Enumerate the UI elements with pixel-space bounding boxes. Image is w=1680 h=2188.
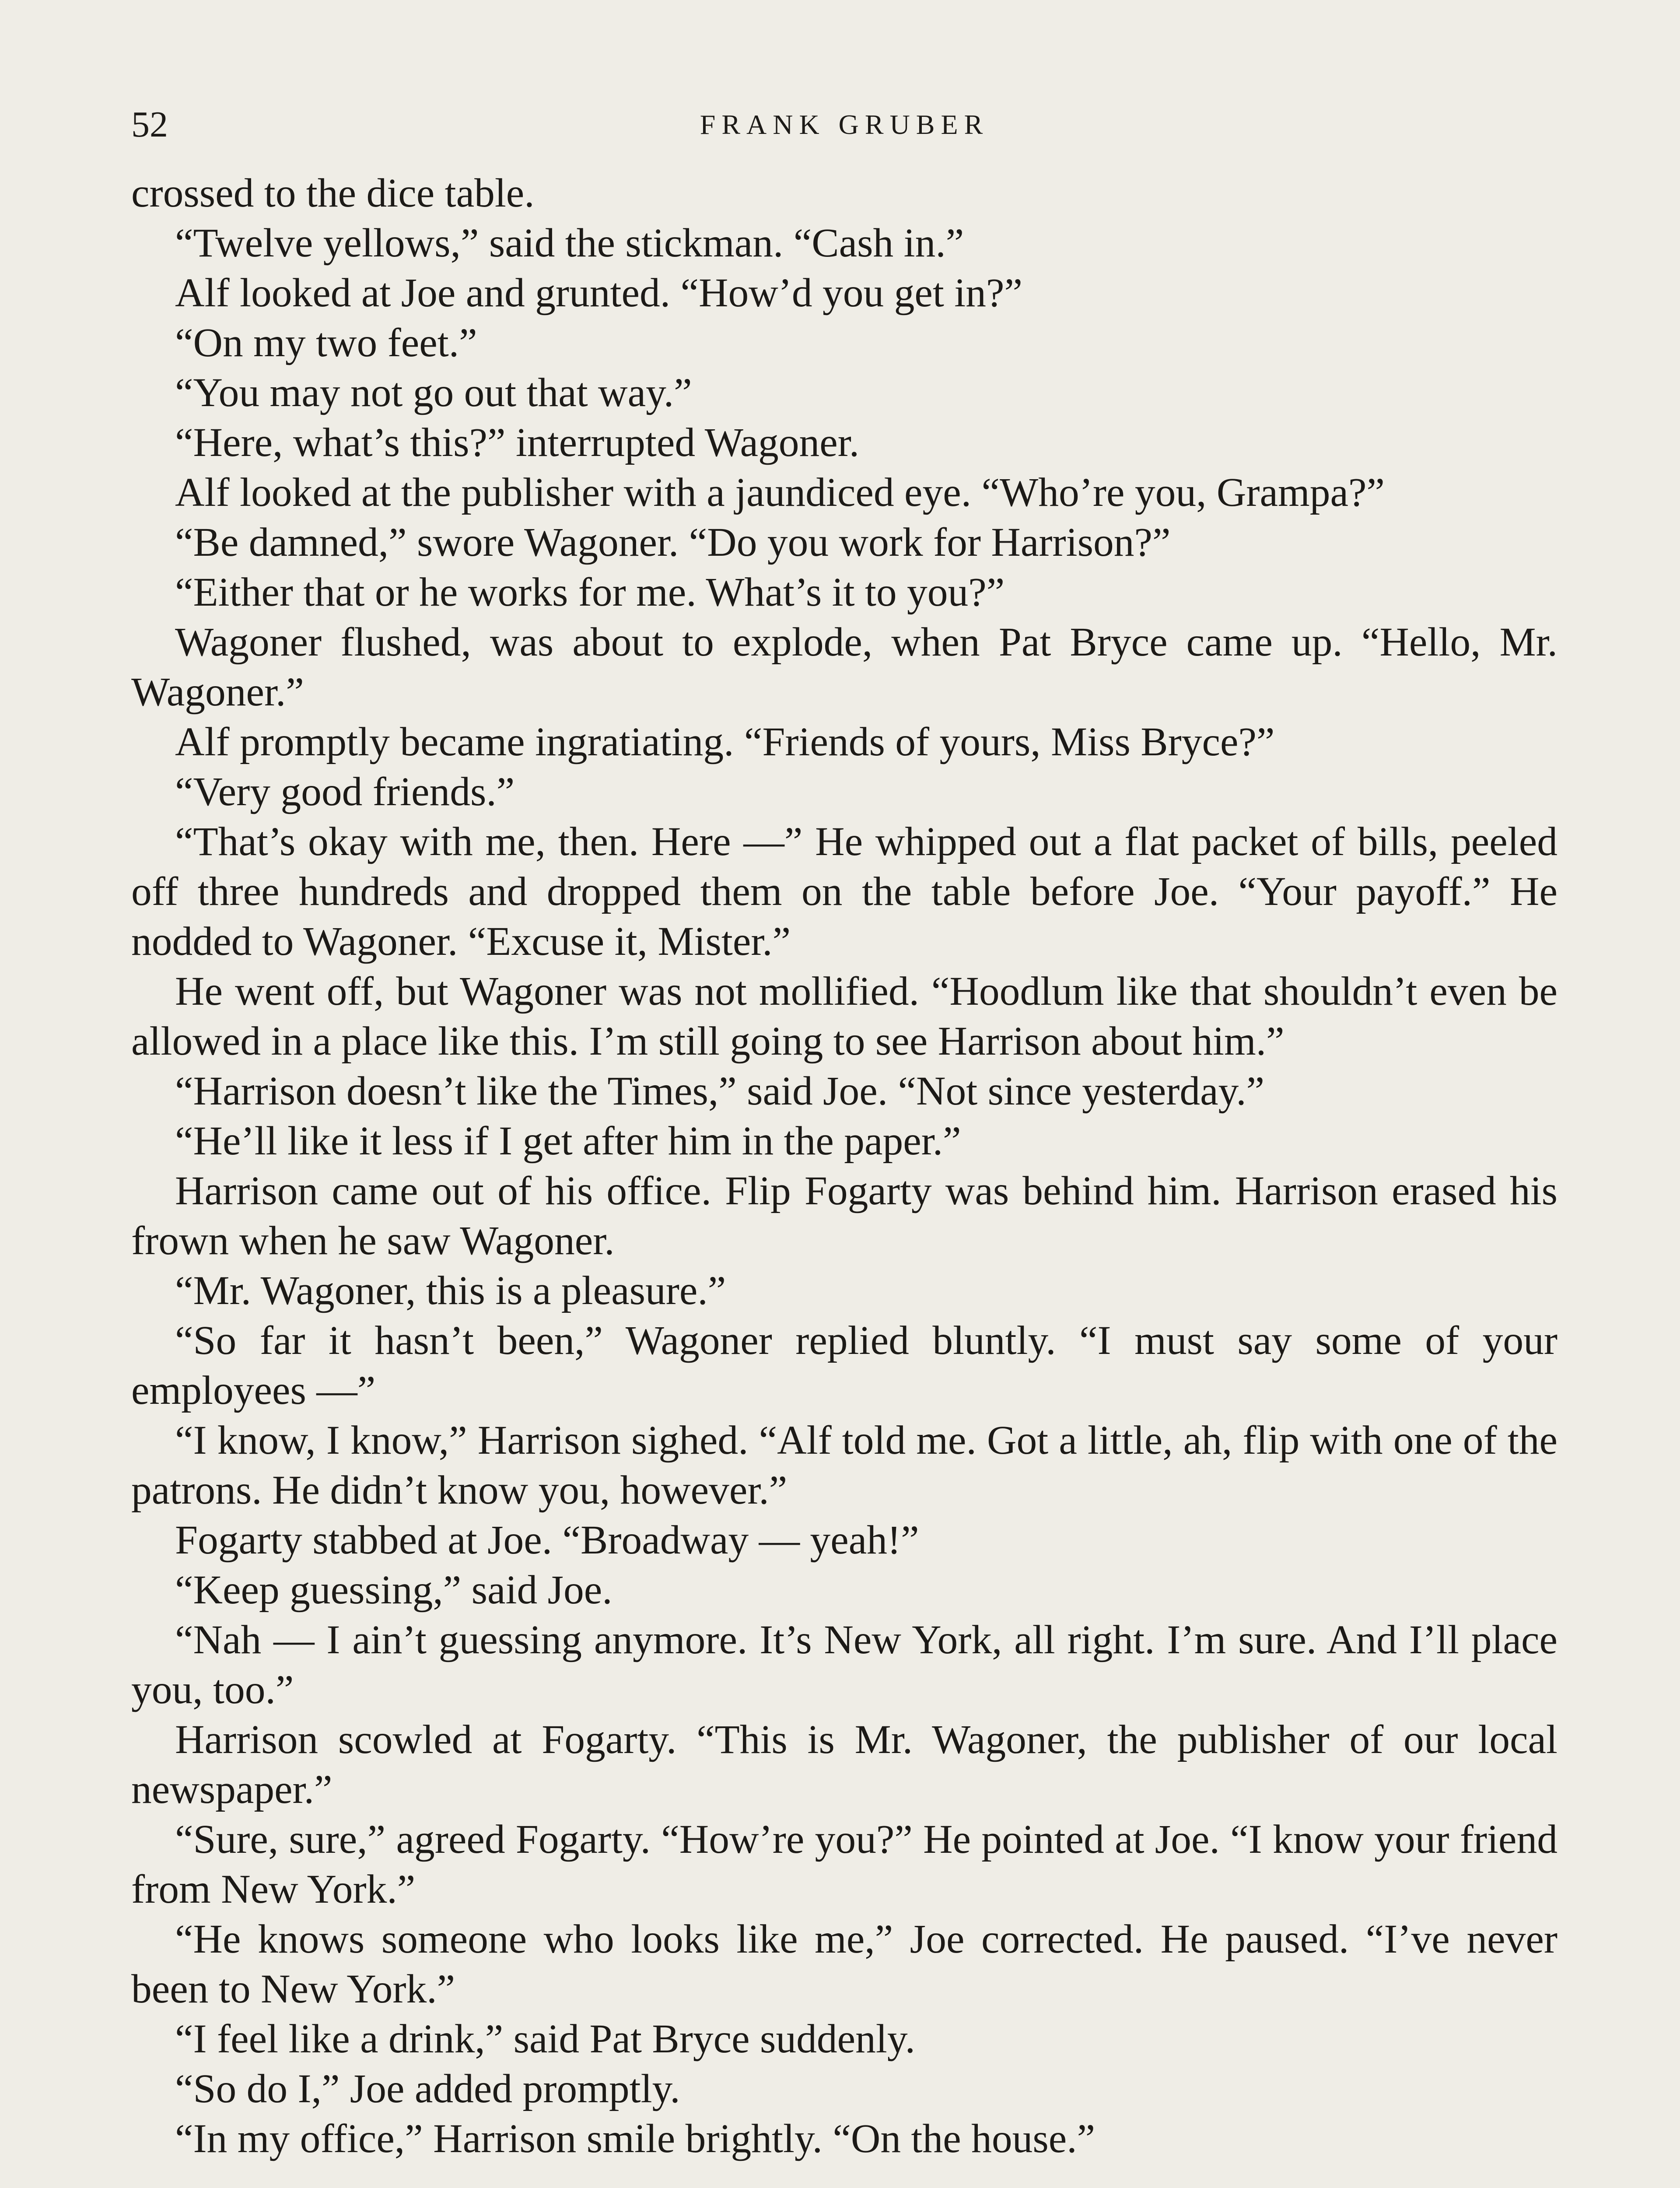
- paragraph: “Either that or he works for me. What’s it to you?”: [175, 570, 1005, 615]
- paragraph: “That’s okay with me, then. Here —” He whipped out a flat packet of bills, peeled off three hundreds and dropped them on the table before Joe. “Your payoff.” He nodded to Wagoner. “Excuse it, Mister.”: [131, 819, 1558, 964]
- paragraph: “He knows someone who looks like me,” Joe corrected. He paused. “I’ve never been to New York.”: [131, 1917, 1558, 2012]
- paragraph: Wagoner flushed, was about to explode, when Pat Bryce came up. “Hello, Mr. Wagoner.”: [131, 620, 1558, 715]
- paragraph: Alf looked at the publisher with a jaundiced eye. “Who’re you, Grampa?”: [175, 470, 1385, 515]
- paragraph: “Sure, sure,” agreed Fogarty. “How’re you?” He pointed at Joe. “I know your friend from New York.”: [131, 1817, 1558, 1912]
- paragraph: “On my two feet.”: [175, 320, 477, 365]
- paragraph: crossed to the dice table.: [131, 171, 535, 216]
- running-title: FRANK GRUBER: [700, 109, 989, 140]
- paragraph: “He’ll like it less if I get after him in the paper.”: [175, 1119, 961, 1164]
- paragraph: “Mr. Wagoner, this is a pleasure.”: [175, 1268, 726, 1313]
- paragraph: “So far it hasn’t been,” Wagoner replied bluntly. “I must say some of your employees —”: [131, 1318, 1558, 1413]
- paragraph: “I feel like a drink,” said Pat Bryce suddenly.: [175, 2016, 915, 2062]
- paragraph: Alf promptly became ingratiating. “Friends of yours, Miss Bryce?”: [175, 719, 1275, 764]
- paragraph: “Nah — I ain’t guessing anymore. It’s New York, all right. I’m sure. And I’ll place you, too.”: [131, 1617, 1558, 1712]
- paragraph: “I know, I know,” Harrison sighed. “Alf told me. Got a little, ah, flip with one of the patrons. He didn’t know you, however.”: [131, 1418, 1558, 1513]
- page-number: 52: [131, 104, 168, 145]
- paragraph: Harrison scowled at Fogarty. “This is Mr. Wagoner, the publisher of our local newspaper.”: [131, 1717, 1558, 1812]
- paragraph: Harrison came out of his office. Flip Fogarty was behind him. Harrison erased his frown when he saw Wagoner.: [131, 1168, 1558, 1263]
- paragraph: “Harrison doesn’t like the Times,” said Joe. “Not since yesterday.”: [175, 1069, 1265, 1114]
- body-text: [131, 168, 1558, 2164]
- paragraph: “In my office,” Harrison smile brightly. “On the house.”: [175, 2116, 1096, 2161]
- paragraph: Fogarty stabbed at Joe. “Broadway — yeah!”: [175, 1518, 919, 1563]
- paragraph: “So do I,” Joe added promptly.: [175, 2066, 680, 2111]
- paragraph: “Keep guessing,” said Joe.: [175, 1567, 612, 1613]
- paragraph: “Here, what’s this?” interrupted Wagoner.: [175, 420, 860, 465]
- paragraph: “Very good friends.”: [175, 769, 515, 814]
- running-head: [131, 101, 1558, 149]
- paragraph: He went off, but Wagoner was not mollified. “Hoodlum like that shouldn’t even be allowed in a place like this. I’m still going to see Harrison about him.”: [131, 969, 1558, 1064]
- paragraph: “Be damned,” swore Wagoner. “Do you work for Harrison?”: [175, 520, 1171, 565]
- paragraph: Alf looked at Joe and grunted. “How’d you get in?”: [175, 270, 1022, 316]
- paragraph: “You may not go out that way.”: [175, 370, 692, 415]
- paragraph: “Twelve yellows,” said the stickman. “Cash in.”: [175, 221, 964, 266]
